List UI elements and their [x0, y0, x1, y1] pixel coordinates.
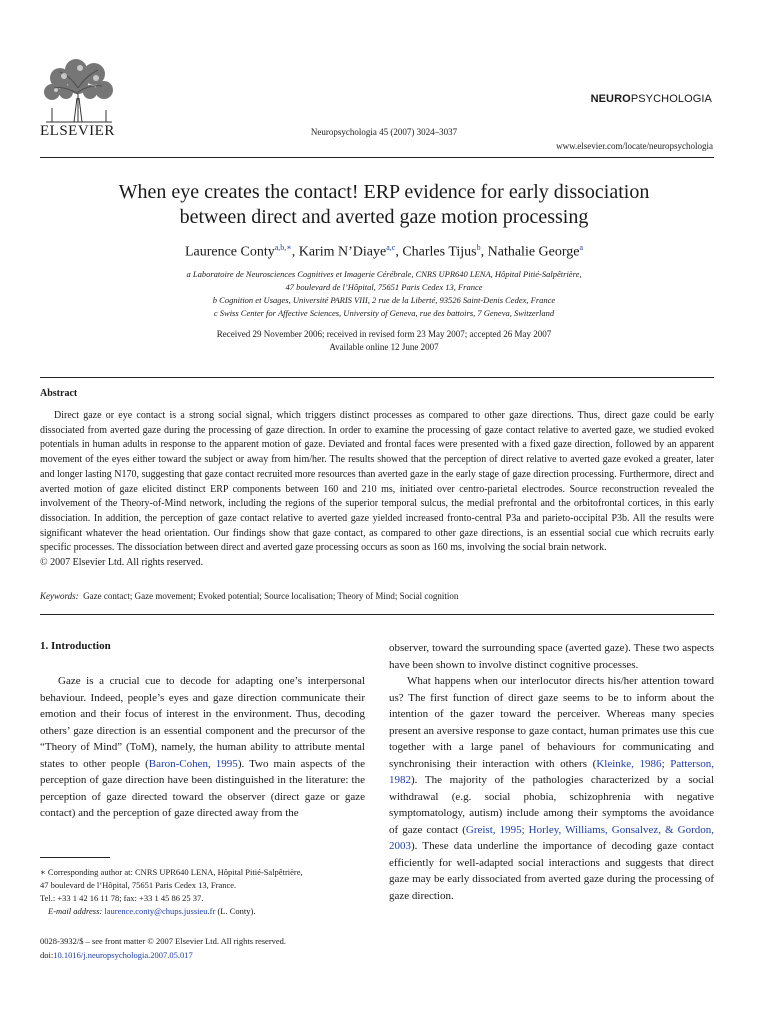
author-affiliation-marker[interactable]: a [579, 243, 584, 252]
abstract-heading: Abstract [40, 388, 78, 399]
intro-paragraph-1-part-b: ). Two main aspects of the perception of gaze direction have been distinguished in the literature: the perception of gaze directed toward the observer (direct gaze or gaze contact) and the perception of gaze directed away from the [40, 757, 365, 819]
keywords-list: Gaze contact; Gaze movement; Evoked potential; Source localisation; Theory of Mind; Social cognition [83, 591, 459, 601]
received-dates: Received 29 November 2006; received in revised form 23 May 2007; accepted 26 May 2007 [216, 329, 552, 339]
footnote-line-1: ∗ Corresponding author at: CNRS UPR640 LENA, Hôpital Pitié-Salpêtrière, [40, 867, 303, 877]
author-separator: , [291, 244, 299, 260]
article-dates [40, 328, 728, 354]
intro-paragraph-1-part-a: Gaze is a crucial cue to decode for adapting one’s interpersonal behaviour. Indeed, people’s eyes and gaze direction communicate their emotion and their focus of interest in the environment. Thus, decoding others’ gaze direction is an essential component and the precursor of the “Theory of Mind” (ToM), namely, the human ability to attribute mental states to other people ( [40, 675, 365, 770]
keywords [40, 591, 714, 601]
abstract-body [40, 409, 714, 571]
front-matter [40, 934, 440, 962]
author-separator: , [395, 244, 403, 260]
affiliation-a-address: 47 boulevard de l’Hôpital, 75651 Paris Cedex 13, France [285, 282, 483, 292]
intro-paragraph-2-part-b: ). The majority of the pathologies characterized by a social withdrawal (e.g. social phobia, schizophrenia with negative symptomatology, autism) include among their symptoms the avoidance of gaze contact ( [389, 774, 714, 836]
author-separator: , [480, 244, 488, 260]
author-affiliation-marker[interactable]: a,c [386, 243, 396, 252]
intro-paragraph-continued: observer, toward the surrounding space (averted gaze). These two aspects have been shown to involve distinct cognitive processes. [389, 642, 714, 671]
abstract-text: Direct gaze or eye contact is a strong social signal, which triggers distinct processes as compared to other gaze directions. Thus, direct gaze could be early dissociated from averted gaze during the processing of gaze direction. In order to examine the processing of gaze contact relative to averted gaze, we studied evoked potentials in human adults in response to the apparent motion of gaze. Deviated and frontal faces were presented with a fixed gaze direction, followed by an apparent movement of the eyes either toward the subject or away from him/her. The results showed that the perception of direct relative to averted gaze evoked a greater, later and longer lasting N170, suggesting that gaze contact recruited more resources than averted gaze in the early stage of gaze direction processing. Furthermore, direct and averted motion of gaze elicited distinct ERP components between 160 and 210 ms, initiated over centro-parietal electrodes. Source reconstruction revealed the involvement of the Theory-of-Mind network, including the regions of the superior temporal sulcus, the medial prefrontal and the orbitofrontal cortices, in this early dissociation. In addition, the perception of gaze contact relative to averted gaze yielded increased fronto-central P3a and parieto-occipital P3b. All the results were significant whatever the head orientation. Our findings show that gaze contact, as compared to other gaze directions, is an essential social cue which recruits early specific processes. The dissociation between direct and averted gaze processing occurs as soon as 160 ms, involving the social brain network. [40, 410, 714, 554]
doi-link[interactable]: 10.1016/j.neuropsychologia.2007.05.017 [53, 950, 193, 960]
abstract-top-divider [40, 377, 714, 378]
issn-line: 0028-3932/$ – see front matter © 2007 Elsevier Ltd. All rights reserved. [40, 936, 287, 946]
author-name: Charles Tijus [402, 244, 477, 260]
journal-citation: Neuropsychologia 45 (2007) 3024–3037 [310, 127, 458, 137]
abstract-bottom-divider [40, 614, 714, 615]
author-name: Nathalie George [487, 244, 580, 260]
intro-right-column [389, 640, 714, 904]
author-list [40, 243, 728, 261]
journal-logo-rest: PSYCHOLOGIA [630, 93, 712, 105]
intro-paragraph-2-part-c: ). These data underline the importance of decoding gaze contact efficiently for well-adapted social interactions and suggests that direct gaze may be early dissociated from averted gaze during the processing of gaze direction. [389, 840, 714, 902]
title-line-2: between direct and averted gaze motion processing [179, 206, 589, 228]
title-line-1: When eye creates the contact! ERP evidence for early dissociation [118, 181, 650, 203]
intro-paragraph-2-part-a: What happens when our interlocutor directs his/her attention toward us? The first function of direct gaze seems to be to inform about the intention of the gazer toward the perceiver. Whereas many species present an aversive response to gaze contact, human primates use this cue together with a large panel of behaviours for communicating and synchronising their interaction with others ( [389, 675, 714, 770]
intro-paragraph-2 [389, 673, 714, 904]
section-heading-introduction: 1. Introduction [40, 640, 111, 652]
citation-link[interactable]: Patterson, 1982 [389, 757, 714, 786]
author-affiliation-marker[interactable]: b [476, 243, 481, 252]
available-online: Available online 12 June 2007 [329, 342, 439, 352]
affiliation-a: a Laboratoire de Neurosciences Cognitives et Imagerie Cérébrale, CNRS UPR640 LENA, Hôpital Pitié-Salpêtrière, [186, 269, 582, 279]
citation-link[interactable]: Baron-Cohen, 1995 [148, 757, 238, 770]
abstract-copyright: © 2007 Elsevier Ltd. All rights reserved. [40, 557, 204, 569]
author-name: Karim N’Diaye [298, 244, 387, 260]
author-affiliation-marker[interactable]: a,b,∗ [274, 243, 292, 252]
article-title [40, 180, 728, 230]
journal-logo-bold: NEURO [590, 93, 631, 105]
doi-line [40, 948, 440, 962]
email-link[interactable]: laurence.conty@chups.jussieu.fr [104, 906, 216, 916]
journal-url[interactable]: www.elsevier.com/locate/neuropsychologia [556, 141, 713, 151]
citation-link[interactable]: Greist, 1995; Horley, Williams, Gonsalvez, & Gordon, 2003 [389, 823, 714, 852]
elsevier-tree-logo-icon [40, 58, 118, 124]
footnote-divider [40, 857, 110, 858]
email-label: E-mail address: [48, 906, 103, 916]
citation-separator: ; [661, 757, 671, 770]
keywords-label: Keywords: [40, 591, 79, 601]
header-divider [40, 157, 714, 158]
doi-label: doi: [40, 950, 54, 960]
publisher-name: ELSEVIER [40, 123, 115, 139]
footnote-line-3: Tel.: +33 1 42 16 11 78; fax: +33 1 45 86 25 37. [40, 893, 204, 903]
journal-logo [591, 93, 712, 105]
email-suffix: (L. Conty). [215, 906, 256, 916]
footnote-email-line [40, 905, 365, 918]
author-name: Laurence Conty [184, 244, 275, 260]
affiliation-b: b Cognition et Usages, Université PARIS VIII, 2 rue de la Liberté, 93526 Saint-Denis Cedex, France [212, 295, 556, 305]
citation-link[interactable]: Kleinke, 1986 [596, 757, 662, 770]
footnote-line-2: 47 boulevard de l’Hôpital, 75651 Paris Cedex 13, France. [40, 880, 237, 890]
intro-left-column [40, 673, 365, 822]
affiliation-c: c Swiss Center for Affective Sciences, University of Geneva, rue des battoirs, 7 Geneva, Switzerland [213, 308, 555, 318]
corresponding-author-footnote [40, 866, 365, 918]
